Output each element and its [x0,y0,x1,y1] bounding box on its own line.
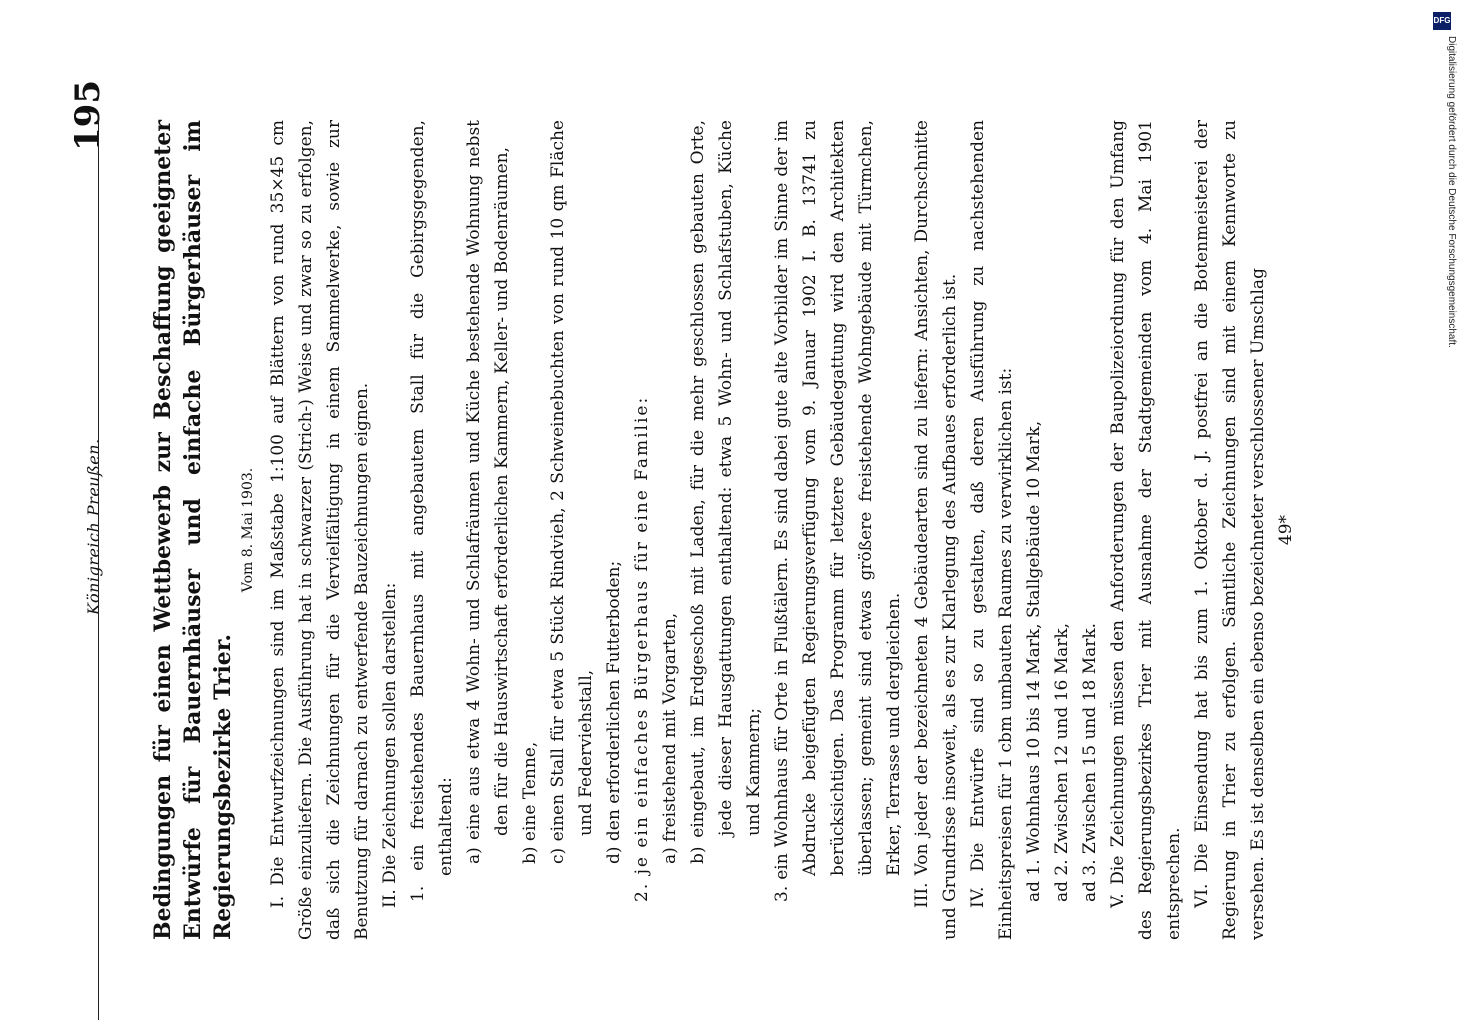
digitization-attribution [1445,36,1463,996]
paragraph-IV: IV. Die Entwürfe sind so zu gestalten, daß deren Ausführung zu nachstehenden Einheitspreisen für 1 cbm umbauten Raumes zu verwirklichen ist: [968,120,1016,940]
price-item-ad-3: ad 3. Zwischen 15 und 18 Mark. [1080,622,1100,902]
attribution-text: Digitalisierung gefördert durch die Deutsche Forschungsgemeinschaft. [1446,36,1457,348]
running-head [68,80,130,980]
paragraph-III: III. Von jeder der bezeichneten 4 Gebäudearten sind zu liefern: Ansichten, Durchschnitte und Grundrisse insoweit, als es zur Klarlegung des Aufbaues erforderlich ist. [912,120,960,940]
running-head-state: Königreich Preußen. [84,438,103,615]
list-item-2b: b) eingebaut, im Erdgeschoß mit Laden, für die mehr geschlossen gebauten Orte, jede dieser Hausgattungen enthaltend: etwa 5 Wohn- und Schlafstuben, Küche und Kammern; [688,120,764,864]
dfg-logo: DFG [1433,12,1451,30]
document-date: Vom 8. Mai 1903. [240,467,256,593]
header-rule [98,120,99,1020]
list-item-2a: a) freistehend mit Vorgarten, [660,612,680,864]
list-item-2: 2. je ein einfaches Bürgerhaus für eine Familie: [632,395,652,902]
list-item-3: 3. ein Wohnhaus für Orte in Flußtälern. Es sind dabei gute alte Vorbilder im Sinne der im Abdrucke beigefügten Regierungsverfügung vom 9. Januar 1902 I. B. 13741 zu berücksichtigen. Das Programm für letztere Gebäudegattung wird den Architekten überlassen; gemeint sind etwas größere freistehende Wohngebäude mit Türmchen, Erker, Terrasse und dergleichen. [772,120,904,902]
price-item-ad-1: ad 1. Wohnhaus 10 bis 14 Mark, Stallgebäude 10 Mark, [1024,420,1044,902]
signature-mark: 49* [1276,514,1296,546]
price-item-ad-2: ad 2. Zwischen 12 und 16 Mark, [1052,622,1072,902]
paragraph-VI: VI. Die Einsendung hat bis zum 1. Oktober d. J. postfrei an die Botenmeisterei der Regierung in Trier zu erfolgen. Sämtliche Zeichnungen sind mit einem Kennworte zu versehen. Es ist denselben ein ebenso bezeichneter verschlossener Umschlag [1192,120,1268,940]
paragraph-I: I. Die Entwurfzeichnungen sind im Maßstabe 1:100 auf Blättern von rund 35×45 cm Größe einzuliefern. Die Ausführung hat in schwarzer (Strich-) Weise und zwar so zu erfolgen, daß sich die Zeichnungen für die Vervielfältigung in einem Sammelwerke, sowie zur Benutzung für darnach zu entwerfende Bauzeichnungen eignen. [268,120,372,940]
list-item-1: 1. ein freistehendes Bauernhaus mit angebautem Stall für die Gebirgsgegenden, enthaltend: [408,120,456,902]
paragraph-II: II. Die Zeichnungen sollen darstellen: [380,582,400,908]
document-body [148,120,1300,940]
list-item-1b: b) eine Tenne, [520,741,540,864]
paragraph-V: V. Die Zeichnungen müssen den Anforderungen der Baupolizeiordnung für den Umfang des Regierungsbezirkes Trier mit Ausnahme der Stadtgemeinden vom 4. Mai 1901 entsprechen. [1108,120,1184,940]
rotated-page-content [68,80,1430,940]
document-title: Bedingungen für einen Wettbewerb zur Beschaffung geeigneter Entwürfe für Bauernhäuser und einfache Bürgerhäuser im Regierungsbezirke Trier. [150,120,236,940]
list-item-1d: d) den erforderlichen Futterboden; [604,560,624,864]
list-item-1c: c) einen Stall für etwa 5 Stück Rindvieh, 2 Schweinebuchten von rund 10 qm Fläche und Federviehstall, [548,120,596,864]
page-number: 195 [68,80,108,151]
list-item-1a: a) eine aus etwa 4 Wohn- und Schlafräumen und Küche bestehende Wohnung nebst den für die Hauswirtschaft erforderlichen Kammern, Keller- und Bodenräumen, [464,120,512,864]
